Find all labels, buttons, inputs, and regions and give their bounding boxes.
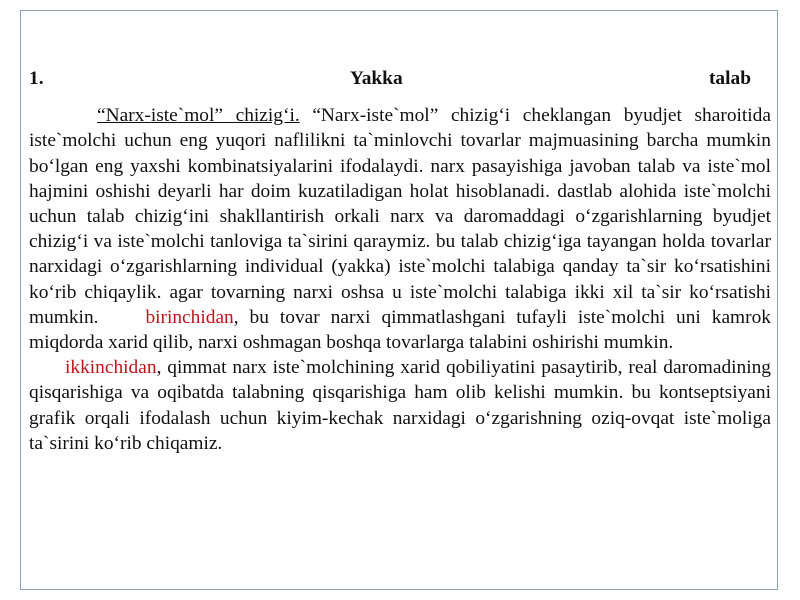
- label-ikkinchidan: ikkinchidan: [65, 357, 157, 379]
- heading-word-yakka: Yakka: [349, 68, 403, 89]
- document-body: [29, 66, 771, 456]
- term-narx-istemol: “Narx-iste`mol” chizig‘i.: [97, 105, 300, 127]
- label-birinchidan: birinchidan: [145, 306, 234, 328]
- paragraph-1: [29, 103, 771, 355]
- paragraph-1-text-cont: , bu tovar narxi qimmatlashgani tufayli iste`molchi uni kamrok miqdorda xarid qilib, narxi oshmagan boshqa tovarlarga talabini oshirishi mumkin.: [29, 306, 771, 354]
- section-heading: [29, 66, 771, 91]
- heading-number: 1.: [29, 68, 44, 89]
- paragraph-2-text: , qimmat narx iste`molchining xarid qobiliyatini pasaytirib, real daromadining qisqarishiga va oqibatda talabning qisqarishiga ham olib kelishi mumkin. bu kontseptsiyani grafik orqali ifodalash uchun kiyim-kechak narxidagi o‘zgarishning oziq-ovqat iste`moliga ta`sirini ko‘rib chiqamiz.: [29, 357, 771, 454]
- paragraph-1-text: “Narx-iste`mol” chizig‘i cheklangan byudjet sharoitida iste`molchi uchun eng yuqori naflilikni ta`minlovchi tovarlar majmuasining barcha mumkin bo‘lgan eng yaxshi kombinatsiyalarini ifodalaydi. narx pasayishiga javoban talab va iste`mol hajmini oshishi deyarli har doim kuzatiladigan holat hisoblanadi. dastlab alohida iste`molchi uchun talab chizig‘ini shakllantirish orkali narx va daromaddagi o‘zgarishlarning byudjet chizig‘i va iste`molchi tanloviga ta`sirini qaraymiz. bu talab chizig‘iga tayangan holda tovarlar narxidagi o‘zgarishlarning individual (yakka) iste`molchi talabiga qanday ta`sir ko‘rsatishini ko‘rib chiqaylik. agar tovarning narxi oshsa u iste`molchi talabiga ikki xil ta`sir ko‘rsatishi mumkin.: [29, 105, 771, 328]
- heading-word-talab: talab: [708, 68, 751, 89]
- paragraph-2: [29, 355, 771, 456]
